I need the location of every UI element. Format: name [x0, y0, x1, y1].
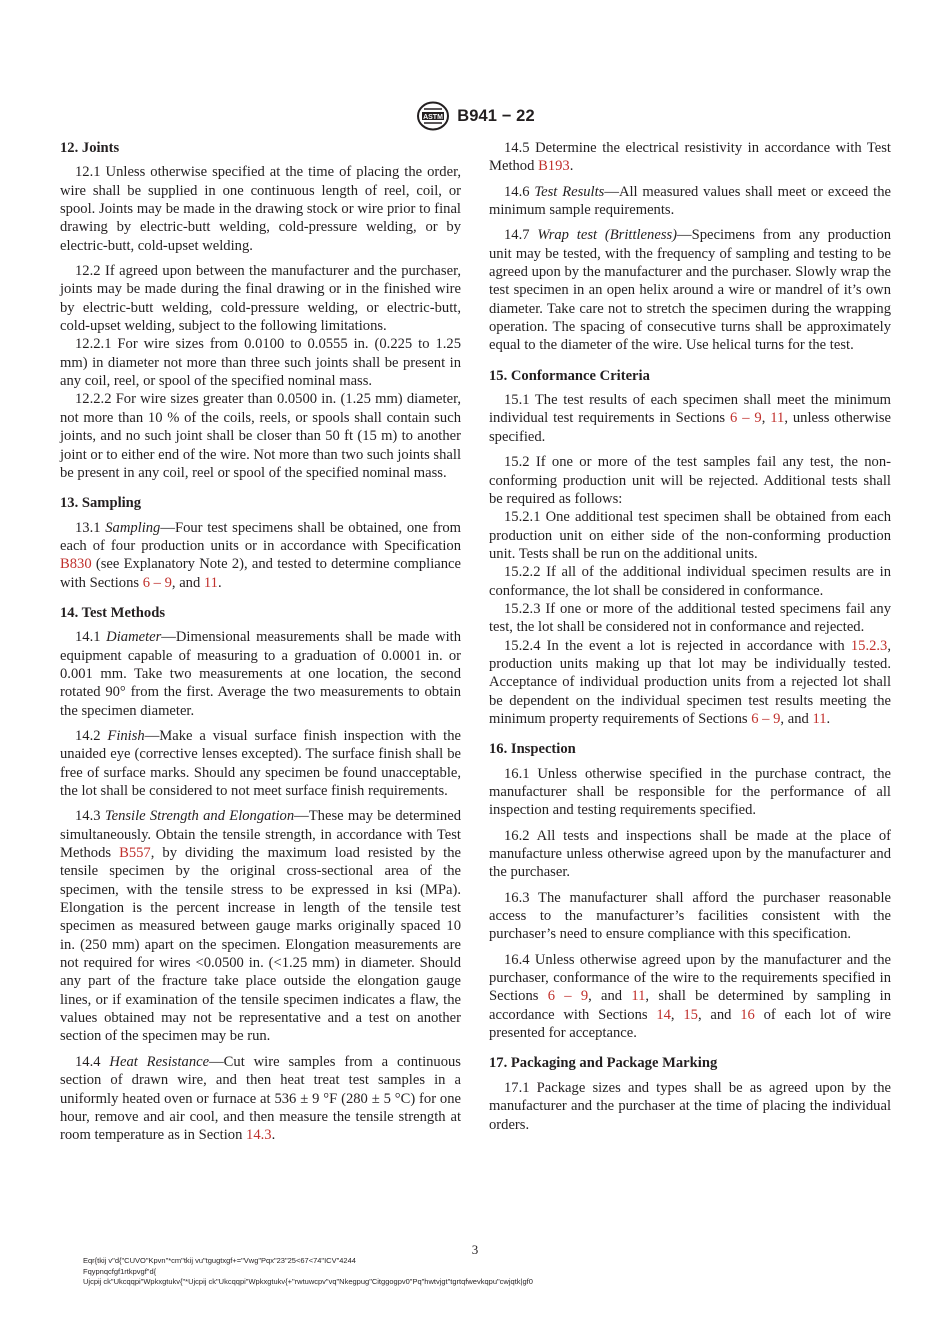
paragraph-16-1: 16.1 Unless otherwise specified in the purchase contract, the manufacturer shall be responsible for the performance of all inspection and testing requirements specified. [489, 765, 891, 819]
paragraph-12-2: 12.2 If agreed upon between the manufacturer and the purchaser, joints may be made during the final drawing or in the finished wire by electric-butt welding, cold-pressure welding, or electric-butt, cold-upset welding, subject to the following limitations. [60, 263, 461, 335]
link-section-16[interactable]: 16 [740, 1006, 755, 1023]
link-b830[interactable]: B830 [60, 556, 92, 573]
section-title-inspection: 16. Inspection [489, 741, 576, 758]
section-title-joints: 12. Joints [60, 140, 120, 156]
paragraph-15-2: 15.2 If one or more of the test samples fail any test, the non-conforming production unit will be rejected. Additional tests shall be required as follows: [489, 454, 891, 507]
link-section-11[interactable]: 11 [812, 710, 827, 727]
link-b193[interactable]: B193 [538, 158, 570, 175]
paragraph-14-1: 14.1 Diameter—Dimensional measurements shall be made with equipment capable of measuring to a graduation of 0.0001 in. or 0.001 mm. Take two measurements at one location, the second rotated 90° from the first. Average the two measurements to obtain the specimen diameter. [60, 629, 461, 719]
footer-line: Fqypnqcfgf1rtkpvgf"d{ [83, 1266, 157, 1276]
footer-line: Eqr{tkij v"d{"CUVO"Kpvn"*cm"tkij vu"tgugtxgf+="Vwg"Pqx"23"25<67<74"ICV"4244 [83, 1256, 356, 1265]
link-section-15[interactable]: 15 [683, 1006, 698, 1023]
paragraph-15-1: 15.1 The test results of each specimen shall meet the minimum individual test requirements in Sections 6 – 9, 11, unless otherwise specified. [489, 392, 892, 445]
license-footer [83, 1256, 533, 1288]
paragraph-16-3: 16.3 The manufacturer shall afford the purchaser reasonable access to the manufacturer’s facilities consistent with the purchaser’s need to ensure compliance with this specification. [489, 889, 891, 943]
paragraph-15-2-1: 15.2.1 One additional test specimen shall be obtained from each production unit on either side of the non-conforming production unit. Tests shall be run on the additional units. [489, 509, 891, 562]
paragraph-16-2: 16.2 All tests and inspections shall be made at the place of manufacture unless otherwise agreed upon by the manufacturer and the purchaser. [489, 827, 891, 881]
standard-designation: B941 − 22 [457, 106, 535, 125]
page-header [0, 100, 950, 132]
paragraph-14-3: 14.3 Tensile Strength and Elongation—These may be determined simultaneously. Obtain the tensile strength, in accordance with Test Methods B557, by dividing the maximum load resisted by the tensile specimen by the original cross-sectional area of the specimen, with the tensile stress to be expressed in ksi (MPa). Elongation is the percent increase in length of the tensile test specimen as measured between gauge marks originally spaced 10 in. (250 mm) apart on the specimen. Elongation measurements are not required for wires <0.0500 in. (<1.25 mm) in diameter. Should any part of the fracture take place outside the elongation gauge lines, or if examination of the tensile specimen indicates a flaw, the values obtained may not be representative and a test on another section of the specimen may be run. [60, 808, 461, 1045]
astm-logo-icon [415, 101, 451, 131]
link-sections-6-9[interactable]: 6 – 9 [142, 574, 172, 591]
link-b557[interactable]: B557 [119, 845, 151, 862]
paragraph-13-1: 13.1 Sampling—Four test specimens shall be obtained, one from each of four production units or in accordance with Specification B830 (see Explanatory Note 2), and tested to determine compliance with Sections 6 – 9, and 11. [60, 519, 461, 591]
paragraph-14-4: 14.4 Heat Resistance—Cut wire samples from a continuous section of drawn wire, and then heat treat test samples in a uniformly heated oven or furnace at 536 ± 9 °F (280 ± 5 °C) for one hour, remove and air cool, and then measure the tensile strength at room temperature as in Section 14.3. [60, 1053, 461, 1144]
paragraph-14-7: 14.7 Wrap test (Brittleness)—Specimens from any production unit may be tested, with the frequency of sampling and testing to be agreed upon by the manufacturer and the purchaser. Slowly wrap the test specimen in an open helix around a wire or mandrel of it’s own diameter. Take care not to stretch the specimen during the wrapping operation. The spacing of consecutive turns shall be approximately equal to the diameter of the wire. Use helical turns for the test. [489, 227, 891, 354]
footer-line: Ujcpij ck"Ukcqqpi"Wpkxgtukv{"*Ujcpij ck"Ukcqqpi"Wpkxgtukv{+"rwtuwcpv"vq"Nkegpug"Citggogpv0"Pq"hwtvjgt"tgrtqfwevkqpu"cwjqtk|gf0 [83, 1277, 533, 1286]
section-title-packaging: 17. Packaging and Package Marking [489, 1055, 718, 1072]
link-section-15-2-3[interactable]: 15.2.3 [850, 637, 888, 654]
link-section-11[interactable]: 11 [631, 988, 646, 1005]
link-section-11[interactable]: 11 [770, 410, 785, 427]
right-column [489, 139, 891, 1134]
link-sections-6-9[interactable]: 6 – 9 [547, 988, 589, 1005]
paragraph-14-6: 14.6 Test Results—All measured values shall meet or exceed the minimum sample requirements. [489, 183, 892, 219]
link-section-14[interactable]: 14 [656, 1006, 671, 1023]
svg-text:ASTM: ASTM [423, 114, 444, 121]
link-section-14-3[interactable]: 14.3 [246, 1127, 272, 1144]
link-sections-6-9[interactable]: 6 – 9 [729, 410, 762, 427]
paragraph-14-2: 14.2 Finish—Make a visual surface finish inspection with the unaided eye (corrective lenses excepted). The surface finish shall be free of surface marks. Should any specimen be found unacceptable, the lot shall be considered to not meet surface finish requirements. [60, 727, 462, 799]
paragraph-16-4: 16.4 Unless otherwise agreed upon by the manufacturer and the purchaser, conformance of the wire to the requirements specified in Sections 6 – 9, and 11, shall be determined by sampling in accordance with Sections 14, 15, and 16 of each lot of wire presented for acceptance. [489, 951, 892, 1042]
paragraph-15-2-2: 15.2.2 If all of the additional individual specimen results are in conformance, the lot shall be considered in conformance. [489, 564, 891, 599]
paragraph-17-1: 17.1 Package sizes and types shall be as agreed upon by the manufacturer and the purchaser at the time of placing the individual orders. [489, 1079, 891, 1133]
section-title-conformance: 15. Conformance Criteria [489, 367, 650, 384]
left-column [60, 139, 461, 1145]
link-section-11[interactable]: 11 [203, 574, 218, 591]
paragraph-15-2-4: 15.2.4 In the event a lot is rejected in accordance with 15.2.3, production units making up that lot may be individually tested. Acceptance of individual production units from a rejected lot shall be dependent on the individual specimen test results meeting the minimum property requirements of Sections 6 – 9, and 11. [489, 637, 891, 727]
link-sections-6-9[interactable]: 6 – 9 [751, 710, 781, 727]
section-title-sampling: 13. Sampling [60, 495, 142, 512]
page-number: 3 [471, 1242, 479, 1257]
section-title-test-methods: 14. Test Methods [60, 604, 166, 621]
paragraph-14-5: 14.5 Determine the electrical resistivity in accordance with Test Method B193. [489, 140, 891, 175]
paragraph-12-1: 12.1 Unless otherwise specified at the time of placing the order, wire shall be supplied in one continuous length of reel, coil, or spool. Joints may be made in the drawing stock or wire prior to final drawing by electric-butt welding, cold-pressure welding, or by electric-butt, cold-upset welding. [60, 164, 461, 254]
paragraph-12-2-1: 12.2.1 For wire sizes from 0.0100 to 0.0555 in. (0.225 to 1.25 mm) in diameter not more than three such joints shall be present in any coil, reel, or spool of the specified nominal mass. [60, 336, 461, 390]
paragraph-15-2-3: 15.2.3 If one or more of the additional tested specimens fail any test, the lot shall be considered not in conformance and rejected. [489, 600, 891, 636]
paragraph-12-2-2: 12.2.2 For wire sizes greater than 0.0500 in. (1.25 mm) diameter, not more than 10 % of the coils, reels, or spools shall contain such joints, and no such joint shall be closer than 50 ft (15 m) to another joint or to either end of the wire. Not more than two such joints shall be present in any coil, reel or spool of the specified nominal mass. [60, 391, 461, 481]
